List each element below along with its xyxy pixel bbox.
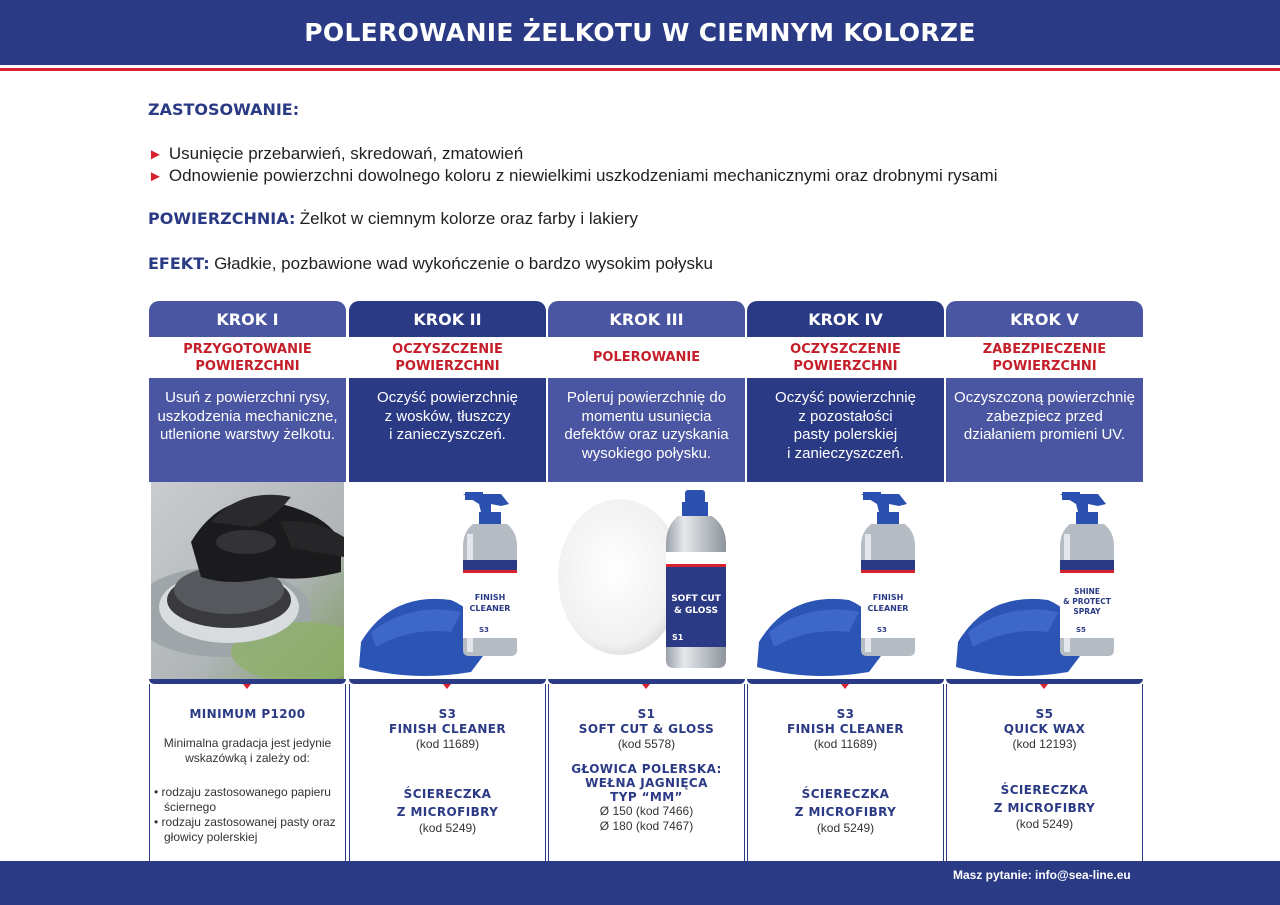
product-name: QUICK WAX	[1003, 722, 1086, 736]
svg-text:S3: S3	[479, 626, 489, 634]
step-subtitle: POLEROWANIE	[550, 337, 743, 378]
svg-text:CLEANER: CLEANER	[867, 604, 909, 613]
step-product-info	[149, 684, 346, 863]
product-name: FINISH CLEANER	[786, 722, 905, 736]
step-description: Oczyszczoną powierzchnię zabezpiecz przed działaniem promieni UV.	[954, 389, 1135, 443]
extra-product-kod: (kod 5249)	[816, 821, 875, 835]
bullet-text: Odnowienie powierzchni dowolnego koloru z niewielkimi uszkodzeniami mechanicznymi oraz drobnymi rysami	[168, 166, 998, 185]
extra-product-name: ŚCIERECZKA Z MICROFIBRY	[993, 783, 1096, 815]
svg-text:FINISH: FINISH	[474, 593, 506, 602]
step-column-5	[946, 301, 1143, 863]
spray-bottle-cloth-icon	[948, 482, 1141, 679]
footer-contact: Masz pytanie: info@sea-line.eu	[953, 868, 1131, 882]
svg-text:S5: S5	[1076, 626, 1086, 634]
product-kod: (kod 12193)	[1012, 737, 1077, 751]
bullet-item	[148, 166, 998, 186]
step-subtitle: PRZYGOTOWANIE POWIERZCHNI	[151, 337, 344, 378]
product-kod: (kod 11689)	[813, 737, 878, 751]
product-code: S3	[836, 707, 855, 721]
step-description: Oczyść powierzchnię z pozostałości pasty polerskiej i zanieczyszczeń.	[775, 389, 916, 462]
step-description: Oczyść powierzchnię z wosków, tłuszczy i zanieczyszczeń.	[377, 389, 518, 443]
step-product-info	[548, 684, 745, 863]
powierzchnia-text: Żelkot w ciemnym kolorze oraz farby i lakiery	[299, 209, 639, 228]
product-note: Minimalna gradacja jest jedynie wskazówką i zależy od:	[163, 736, 332, 765]
zastosowanie-heading: ZASTOSOWANIE:	[148, 100, 300, 119]
bullet-item	[148, 144, 523, 164]
step-column-2	[349, 301, 546, 863]
step-description: Usuń z powierzchni rysy, uszkodzenia mechaniczne, utlenione warstwy żelkotu.	[157, 389, 338, 443]
product-code: S5	[1035, 707, 1054, 721]
triangle-bullet-icon: ►	[148, 146, 163, 163]
step-tab: KROK IV	[747, 301, 944, 337]
step-column-1	[149, 301, 346, 863]
spray-bottle-cloth-icon	[351, 482, 544, 679]
product-name: FINISH CLEANER	[388, 722, 507, 736]
step-subtitle: OCZYSZCZENIE POWIERZCHNI	[749, 337, 942, 378]
step-tab: KROK II	[349, 301, 546, 337]
extra-product-name: ŚCIERECZKA Z MICROFIBRY	[794, 787, 897, 819]
header-bar	[0, 0, 1280, 65]
product-name: MINIMUM P1200	[189, 707, 306, 721]
svg-text:& PROTECT: & PROTECT	[1063, 597, 1111, 606]
step-tab: KROK V	[946, 301, 1143, 337]
step-column-4	[747, 301, 944, 863]
spray-bottle-cloth-icon	[749, 482, 942, 679]
product-code: S1	[637, 707, 656, 721]
step-product-info	[946, 684, 1143, 863]
step-subtitle: ZABEZPIECZENIE POWIERZCHNI	[948, 337, 1141, 378]
efekt-text: Gładkie, pozbawione wad wykończenie o bardzo wysokim połysku	[214, 254, 713, 273]
product-note-list: • rodzaju zastosowanego papieru ściernego • rodzaju zastosowanej pasty oraz głowicy polerskiej	[154, 785, 336, 844]
triangle-bullet-icon: ►	[148, 168, 163, 185]
bullet-text: Usunięcie przebarwień, skredowań, zmatowień	[168, 144, 524, 163]
svg-text:& GLOSS: & GLOSS	[674, 606, 718, 616]
svg-text:S3: S3	[877, 626, 887, 634]
svg-text:CLEANER: CLEANER	[469, 604, 511, 613]
step-subtitle: OCZYSZCZENIE POWIERZCHNI	[351, 337, 544, 378]
extra-product-name: GŁOWICA POLERSKA: WEŁNA JAGNIĘCA TYP “MM”	[571, 762, 722, 804]
step-tab: KROK I	[149, 301, 346, 337]
step-description: Poleruj powierzchnię do momentu usunięcia defektów oraz uzyskania wysokiego połysku.	[564, 389, 729, 462]
sander-photo-icon	[151, 482, 344, 679]
svg-text:FINISH: FINISH	[872, 593, 904, 602]
product-kod: (kod 5578)	[617, 737, 676, 751]
product-kod: (kod 11689)	[415, 737, 480, 751]
powierzchnia-line	[148, 209, 1148, 229]
step-product-info	[349, 684, 546, 863]
extra-product-kod: (kod 5249)	[418, 821, 477, 835]
step-tab: KROK III	[548, 301, 745, 337]
extra-product-codes: Ø 150 (kod 7466) Ø 180 (kod 7467)	[599, 804, 694, 833]
product-code: S3	[438, 707, 457, 721]
extra-product-kod: (kod 5249)	[1015, 817, 1074, 831]
product-name: SOFT CUT & GLOSS	[578, 722, 715, 736]
efekt-label: EFEKT:	[148, 254, 210, 273]
efekt-line	[148, 254, 1148, 274]
svg-text:SOFT CUT: SOFT CUT	[671, 594, 721, 604]
svg-text:S1: S1	[672, 633, 684, 642]
extra-product-name: ŚCIERECZKA Z MICROFIBRY	[396, 787, 499, 819]
step-column-3	[548, 301, 745, 863]
page-title: POLEROWANIE ŻELKOTU W CIEMNYM KOLORZE	[304, 18, 976, 47]
wool-pad-bottle-icon	[550, 482, 743, 679]
svg-text:SHINE: SHINE	[1074, 587, 1100, 596]
header-divider-red	[0, 68, 1280, 71]
svg-text:SPRAY: SPRAY	[1073, 607, 1101, 616]
step-product-info	[747, 684, 944, 863]
powierzchnia-label: POWIERZCHNIA:	[148, 209, 296, 228]
